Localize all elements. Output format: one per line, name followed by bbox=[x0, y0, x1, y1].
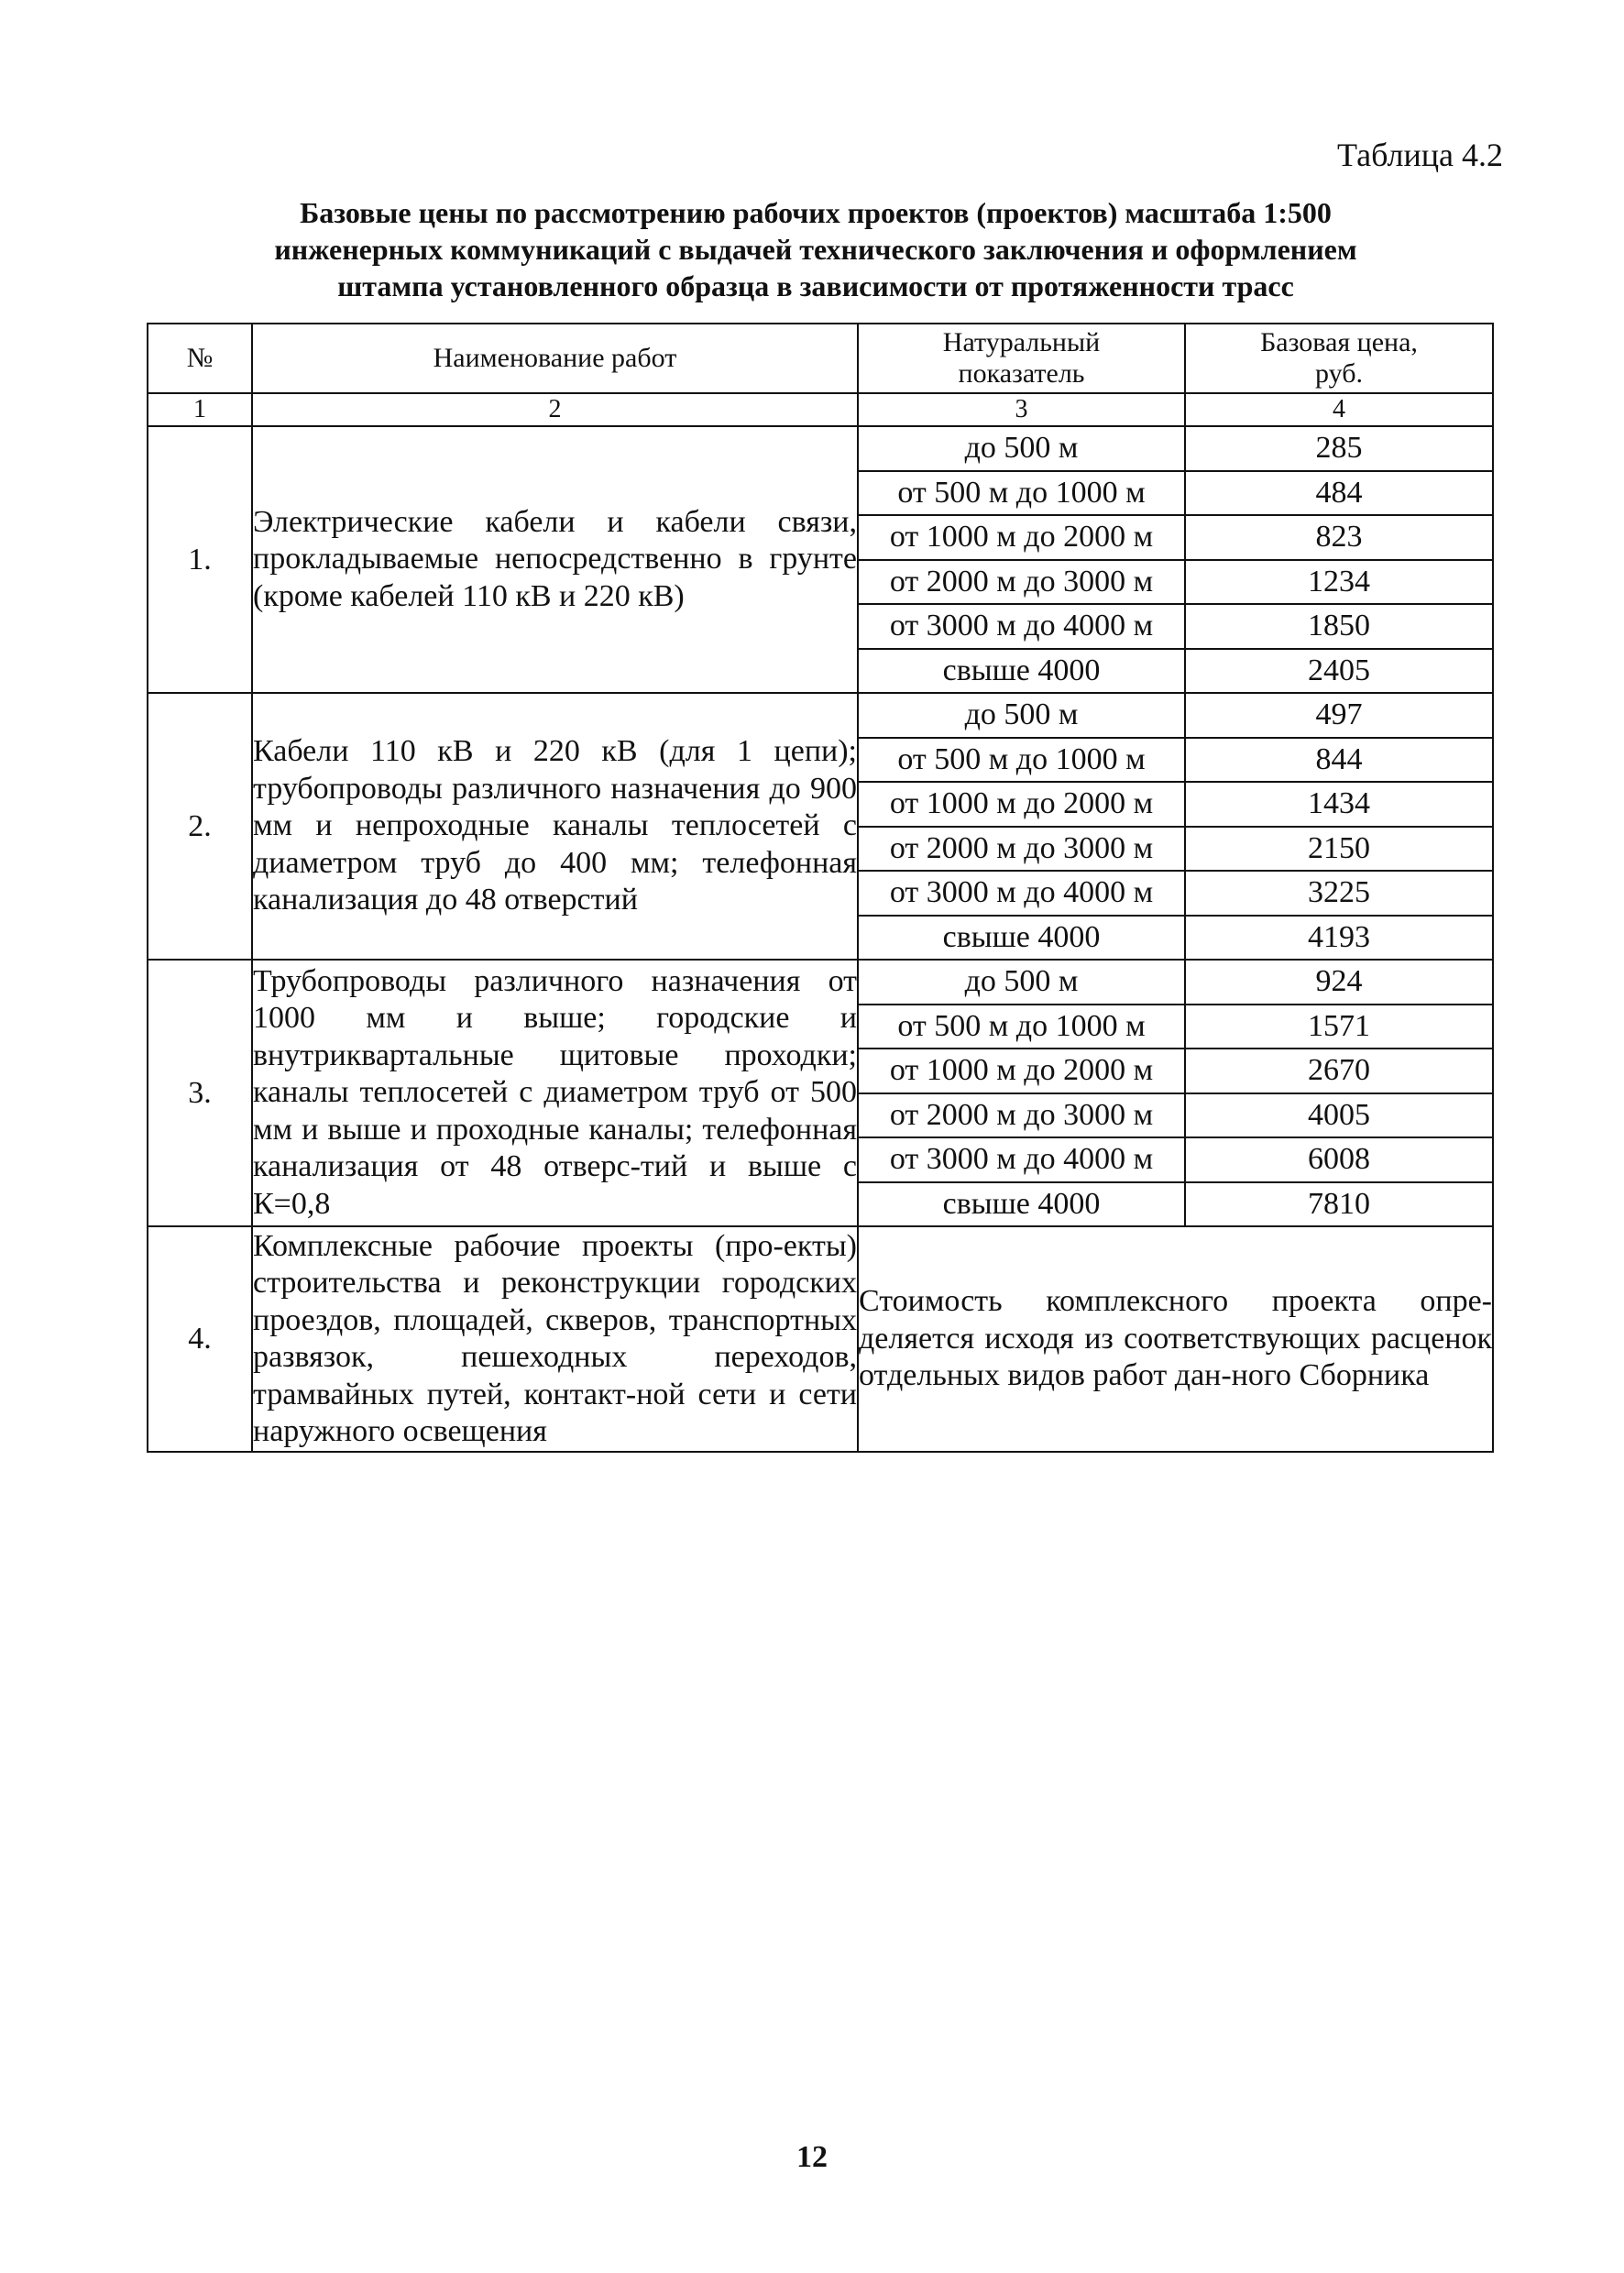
base-price: 823 bbox=[1185, 515, 1493, 560]
length-range: от 3000 м до 4000 м bbox=[858, 1137, 1185, 1182]
header-price bbox=[1185, 324, 1493, 393]
length-range: от 1000 м до 2000 м bbox=[858, 515, 1185, 560]
row-number: 1. bbox=[148, 426, 252, 693]
base-price: 6008 bbox=[1185, 1137, 1493, 1182]
length-range: свыше 4000 bbox=[858, 1182, 1185, 1227]
header-indicator-line2: показатель bbox=[958, 358, 1085, 389]
base-price: 924 bbox=[1185, 960, 1493, 1005]
table-number: Таблица 4.2 bbox=[1337, 137, 1503, 173]
base-price: 1234 bbox=[1185, 560, 1493, 605]
table-row bbox=[148, 693, 1493, 738]
length-range: до 500 м bbox=[858, 426, 1185, 471]
caption-line: Базовые цены по рассмотрению рабочих проектов (проектов) масштаба 1:500 bbox=[300, 196, 1332, 229]
base-price: 4005 bbox=[1185, 1093, 1493, 1138]
base-price: 1850 bbox=[1185, 604, 1493, 649]
table-row bbox=[148, 960, 1493, 1005]
page-number: 12 bbox=[796, 2140, 828, 2174]
length-range: от 2000 м до 3000 м bbox=[858, 1093, 1185, 1138]
caption-line: штампа установленного образца в зависимости от протяженности трасс bbox=[337, 269, 1294, 302]
length-range: от 1000 м до 2000 м bbox=[858, 1049, 1185, 1093]
base-price: 2150 bbox=[1185, 827, 1493, 872]
header-price-line1: Базовая цена, bbox=[1260, 327, 1418, 357]
base-price: 4193 bbox=[1185, 916, 1493, 961]
row-number: 3. bbox=[148, 960, 252, 1226]
header-no: № bbox=[148, 324, 252, 393]
caption-line: инженерных коммуникаций с выдачей технического заключения и оформлением bbox=[274, 233, 1357, 266]
column-number-row bbox=[148, 393, 1493, 426]
header-indicator bbox=[858, 324, 1185, 393]
base-price: 2405 bbox=[1185, 649, 1493, 694]
table-row bbox=[148, 1226, 1493, 1452]
length-range: от 3000 м до 4000 м bbox=[858, 604, 1185, 649]
column-number: 3 bbox=[858, 393, 1185, 426]
length-range: от 2000 м до 3000 м bbox=[858, 827, 1185, 872]
work-name: Кабели 110 кВ и 220 кВ (для 1 цепи); трубопроводы различного назначения до 900 мм и непроходные каналы теплосетей с диаметром труб до 400 мм; телефонная канализация до 48 отверстий bbox=[252, 693, 858, 960]
length-range: от 2000 м до 3000 м bbox=[858, 560, 1185, 605]
base-price: 3225 bbox=[1185, 871, 1493, 916]
row-number: 2. bbox=[148, 693, 252, 960]
work-name: Комплексные рабочие проекты (про-екты) строительства и реконструкции городских проездов, площадей, скверов, транспортных развязок, пешеходных переходов, трамвайных путей, контакт-ной сети и сети наружного освещения bbox=[252, 1226, 858, 1452]
header-row bbox=[148, 324, 1493, 393]
length-range: от 500 м до 1000 м bbox=[858, 471, 1185, 516]
table-row bbox=[148, 426, 1493, 471]
base-price: 484 bbox=[1185, 471, 1493, 516]
table-body bbox=[148, 426, 1493, 1452]
base-price: 1434 bbox=[1185, 782, 1493, 827]
base-price: 1571 bbox=[1185, 1005, 1493, 1049]
column-number: 1 bbox=[148, 393, 252, 426]
row-number: 4. bbox=[148, 1226, 252, 1452]
length-range: от 1000 м до 2000 м bbox=[858, 782, 1185, 827]
table-caption bbox=[147, 194, 1485, 304]
header-price-line2: руб. bbox=[1315, 358, 1363, 389]
base-price: 497 bbox=[1185, 693, 1493, 738]
header-indicator-line1: Натуральный bbox=[942, 327, 1101, 357]
length-range: до 500 м bbox=[858, 960, 1185, 1005]
base-price: 7810 bbox=[1185, 1182, 1493, 1227]
base-price: 844 bbox=[1185, 738, 1493, 783]
work-name: Трубопроводы различного назначения от 1000 мм и выше; городские и внутриквартальные щитовые проходки; каналы теплосетей с диаметром труб от 500 мм и выше и проходные каналы; телефонная канализация от 48 отверс-тий и выше с К=0,8 bbox=[252, 960, 858, 1226]
base-price: 285 bbox=[1185, 426, 1493, 471]
work-name: Электрические кабели и кабели связи, прокладываемые непосредственно в грунте (кроме кабелей 110 кВ и 220 кВ) bbox=[252, 426, 858, 693]
column-number: 4 bbox=[1185, 393, 1493, 426]
length-range: от 3000 м до 4000 м bbox=[858, 871, 1185, 916]
length-range: от 500 м до 1000 м bbox=[858, 738, 1185, 783]
length-range: от 500 м до 1000 м bbox=[858, 1005, 1185, 1049]
length-range: свыше 4000 bbox=[858, 649, 1185, 694]
length-range: свыше 4000 bbox=[858, 916, 1185, 961]
header-name: Наименование работ bbox=[252, 324, 858, 393]
base-price: 2670 bbox=[1185, 1049, 1493, 1093]
price-table bbox=[147, 323, 1494, 1453]
column-number: 2 bbox=[252, 393, 858, 426]
length-range: до 500 м bbox=[858, 693, 1185, 738]
cost-note: Стоимость комплексного проекта опре-деляется исходя из соответствующих расценок отдельных видов работ дан-ного Сборника bbox=[858, 1226, 1493, 1452]
